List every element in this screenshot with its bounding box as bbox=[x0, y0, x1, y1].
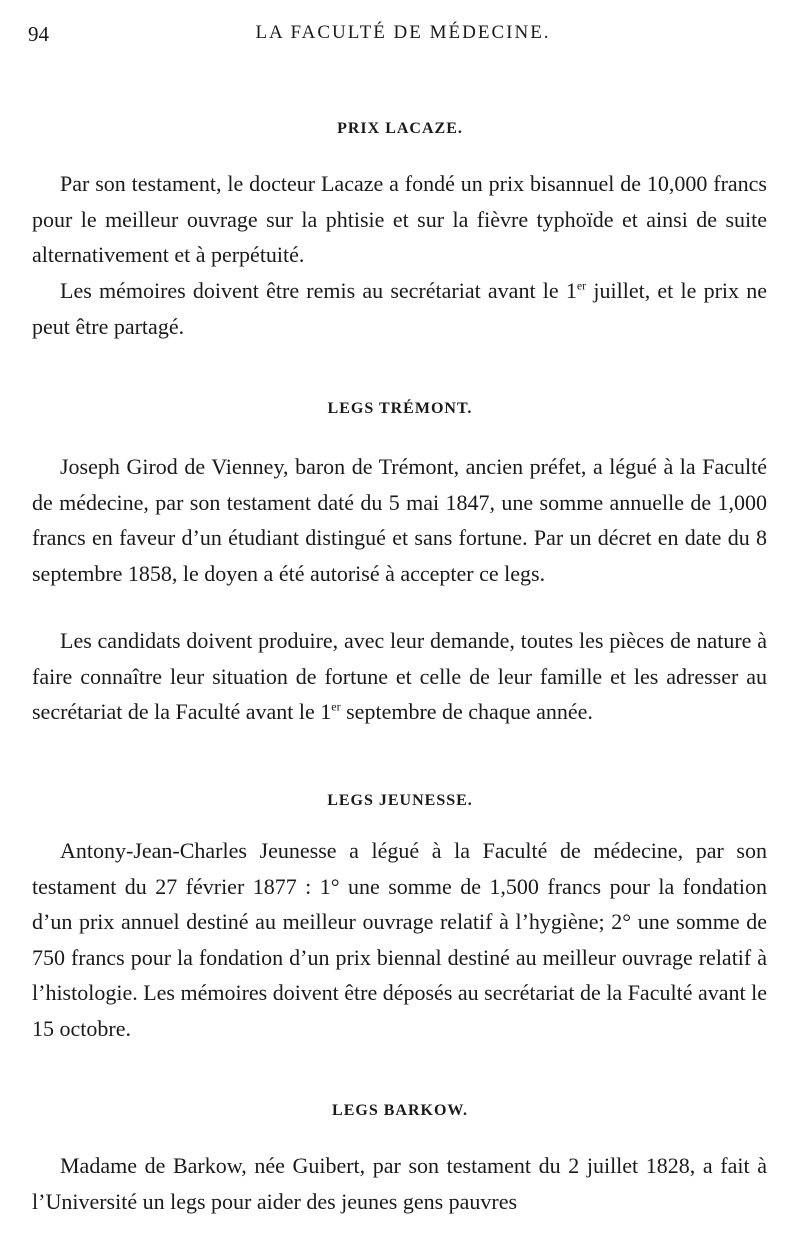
paragraph-text: Madame de Barkow, née Guibert, par son testament du 2 juillet 1828, a fait à l’Université un legs pour aider des jeunes gens pauvres bbox=[32, 1153, 767, 1214]
paragraph-tremont-1 bbox=[32, 449, 767, 591]
section-title-prix-lacaze: PRIX LACAZE. bbox=[337, 120, 463, 137]
running-title: LA FACULTÉ DE MÉDECINE. bbox=[255, 22, 551, 43]
superscript: er bbox=[576, 278, 587, 293]
superscript: er bbox=[331, 699, 341, 714]
paragraph-text: Les mémoires doivent être remis au secrétariat avant le 1 bbox=[60, 278, 577, 303]
paragraph-text: Les candidats doivent produire, avec leur demande, toutes les pièces de nature à faire connaître leur situation de fortune et celle de leur famille et les adresser au secrétariat de la Faculté avant le 1 bbox=[32, 628, 767, 724]
section-title-legs-jeunesse: LEGS JEUNESSE. bbox=[327, 792, 473, 809]
page-number: 94 bbox=[28, 22, 49, 46]
paragraph-text: Joseph Girod de Vienney, baron de Trémont, ancien préfet, a légué à la Faculté de médecine, par son testament daté du 5 mai 1847, une somme annuelle de 1,000 francs en faveur d’un étudiant distingué et sans fortune. Par un décret en date du 8 septembre 1858, le doyen a été autorisé à accepter ce legs. bbox=[32, 454, 767, 586]
paragraph-lacaze-2 bbox=[32, 273, 767, 344]
section-title-legs-barkow: LEGS BARKOW. bbox=[332, 1102, 468, 1119]
paragraph-lacaze-1 bbox=[32, 166, 767, 273]
paragraph-barkow-1 bbox=[32, 1148, 767, 1219]
paragraph-jeunesse-1 bbox=[32, 833, 767, 1046]
paragraph-text: Antony-Jean-Charles Jeunesse a légué à la Faculté de médecine, par son testament du 27 février 1877 : 1° une somme de 1,500 francs pour la fondation d’un prix annuel destiné au meilleur ouvrage relatif à l’hygiène; 2° une somme de 750 francs pour la fondation d’un prix biennal destiné au meilleur ouvrage relatif à l’histologie. Les mémoires doivent être déposés au secrétariat de la Faculté avant le 15 octobre. bbox=[32, 838, 767, 1041]
paragraph-tremont-2 bbox=[32, 623, 767, 730]
running-header bbox=[28, 22, 778, 52]
paragraph-text: juillet, et le prix ne peut être partagé. bbox=[32, 278, 767, 339]
paragraph-text: septembre de chaque année. bbox=[340, 699, 593, 724]
paragraph-text: Par son testament, le docteur Lacaze a fondé un prix bisannuel de 10,000 francs pour le meilleur ouvrage sur la phtisie et sur la fièvre typhoïde et ainsi de suite alternativement et à perpétuité. bbox=[32, 171, 767, 267]
section-title-legs-tremont: LEGS TRÉMONT. bbox=[327, 400, 473, 417]
